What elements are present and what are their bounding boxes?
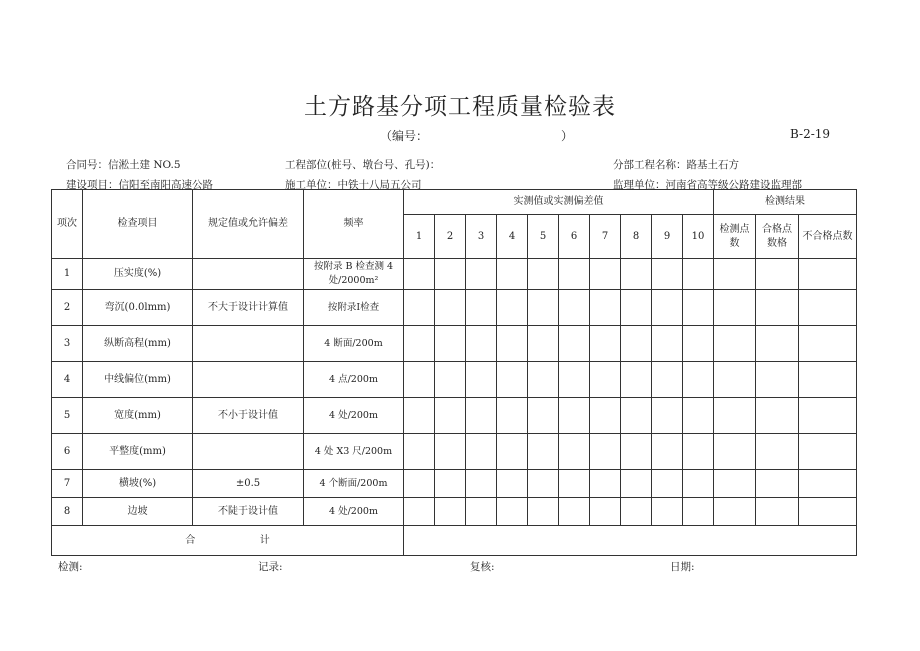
table-row [52,259,857,290]
measure-cell[interactable] [404,398,435,434]
measure-cell[interactable] [528,326,559,362]
measure-cell[interactable] [559,398,590,434]
measure-cell[interactable] [559,362,590,398]
measure-cell[interactable] [528,470,559,498]
measure-cell[interactable] [799,398,857,434]
measure-cell[interactable] [621,498,652,526]
header-col-10: 10 [683,215,714,259]
measure-cell[interactable] [497,362,528,398]
header-measured: 实测值或实测偏差值 [404,190,714,215]
row-item: 中线偏位(mm) [83,362,193,398]
header-points: 检测点数 [714,215,756,259]
measure-cell[interactable] [683,398,714,434]
header-col-8: 8 [621,215,652,259]
measure-cell[interactable] [799,290,857,326]
table-row [52,398,857,434]
measure-cell[interactable] [404,470,435,498]
table-row [52,470,857,498]
footer-inspect: 检测: [58,561,83,573]
measure-cell[interactable] [683,290,714,326]
measure-cell[interactable] [714,326,756,362]
row-frequency: 4 断面/200m [304,326,404,362]
contract-no: 合同号：信淞土建 NO.5 [66,159,181,171]
row-spec: 不小于设计值 [193,398,304,434]
measure-cell[interactable] [404,290,435,326]
measure-cell[interactable] [621,470,652,498]
measure-cell[interactable] [652,362,683,398]
measure-cell[interactable] [652,290,683,326]
form-number-label: （编号： [380,129,429,143]
header-item-no: 项次 [52,190,83,259]
measure-cell[interactable] [756,259,799,290]
measure-cell[interactable] [497,498,528,526]
form-title: 土方路基分项工程质量检验表 [304,94,616,120]
row-frequency: 4 个断面/200m [304,470,404,498]
footer-date: 日期: [670,561,695,573]
measure-cell[interactable] [466,470,497,498]
measure-cell[interactable] [590,498,621,526]
measure-cell[interactable] [404,259,435,290]
measure-cell[interactable] [652,470,683,498]
row-spec: ±0.5 [193,470,304,498]
row-no: 2 [52,290,83,326]
measure-cell[interactable] [559,434,590,470]
header-pass-points: 合格点数格 [756,215,799,259]
measure-cell[interactable] [435,398,466,434]
form-number-close: ） [561,129,574,143]
measure-cell[interactable] [756,326,799,362]
measure-cell[interactable] [714,290,756,326]
table-row [52,498,857,526]
header-fail-points: 不合格点数 [799,215,857,259]
measure-cell[interactable] [756,398,799,434]
measure-cell[interactable] [435,326,466,362]
measure-cell[interactable] [714,498,756,526]
measure-cell[interactable] [652,259,683,290]
row-no: 8 [52,498,83,526]
measure-cell[interactable] [714,398,756,434]
table-row [52,326,857,362]
row-spec [193,326,304,362]
measure-cell[interactable] [435,362,466,398]
measure-cell[interactable] [621,290,652,326]
measure-cell[interactable] [497,290,528,326]
footer-record: 记录: [258,561,283,573]
measure-cell[interactable] [528,398,559,434]
row-item: 压实度(%) [83,259,193,290]
header-spec: 规定值或允许偏差 [193,190,304,259]
table-row [52,434,857,470]
measure-cell[interactable] [497,398,528,434]
measure-cell[interactable] [683,362,714,398]
measure-cell[interactable] [683,326,714,362]
measure-cell[interactable] [756,470,799,498]
inspection-table [51,189,857,556]
header-col-5: 5 [528,215,559,259]
row-item: 边坡 [83,498,193,526]
total-label-b: 计 [259,534,270,546]
header-frequency: 频率 [304,190,404,259]
measure-cell[interactable] [435,434,466,470]
measure-cell[interactable] [435,470,466,498]
measure-cell[interactable] [683,470,714,498]
row-frequency: 4 处/200m [304,398,404,434]
measure-cell[interactable] [621,434,652,470]
measure-cell[interactable] [466,259,497,290]
header-col-4: 4 [497,215,528,259]
row-frequency: 按附录Ⅰ检查 [304,290,404,326]
measure-cell[interactable] [590,470,621,498]
measure-cell[interactable] [683,498,714,526]
measure-cell[interactable] [590,259,621,290]
row-no: 1 [52,259,83,290]
measure-cell[interactable] [799,326,857,362]
row-spec [193,434,304,470]
measure-cell[interactable] [756,290,799,326]
form-code: B-2-19 [790,127,831,141]
measure-cell[interactable] [799,259,857,290]
measure-cell[interactable] [652,434,683,470]
header-col-1: 1 [404,215,435,259]
row-no: 5 [52,398,83,434]
supervisor: 监理单位：河南省高等级公路建设监理部 [613,179,802,191]
measure-cell[interactable] [528,498,559,526]
row-spec: 不陡于设计值 [193,498,304,526]
measure-cell[interactable] [466,398,497,434]
measure-cell[interactable] [466,362,497,398]
measure-cell[interactable] [590,326,621,362]
measure-cell[interactable] [799,434,857,470]
measure-cell[interactable] [652,398,683,434]
measure-cell[interactable] [404,326,435,362]
row-no: 6 [52,434,83,470]
row-no: 3 [52,326,83,362]
row-frequency: 4 点/200m [304,362,404,398]
measure-cell[interactable] [590,362,621,398]
measure-cell[interactable] [559,259,590,290]
row-frequency: 按附录 B 检查测 4 处/2000m² [304,259,404,290]
measure-cell[interactable] [756,362,799,398]
row-no: 7 [52,470,83,498]
measure-cell[interactable] [466,290,497,326]
row-spec [193,362,304,398]
measure-cell[interactable] [404,498,435,526]
measure-cell[interactable] [528,434,559,470]
measure-cell[interactable] [683,259,714,290]
header-col-7: 7 [590,215,621,259]
measure-cell[interactable] [528,259,559,290]
header-col-6: 6 [559,215,590,259]
sub-project-name: 分部工程名称：路基土石方 [613,159,739,171]
row-item: 平整度(mm) [83,434,193,470]
total-label-a: 合 [185,534,196,546]
measure-cell[interactable] [590,398,621,434]
row-item: 弯沉(0.0lmm) [83,290,193,326]
measure-cell[interactable] [559,326,590,362]
work-location: 工程部位(桩号、墩台号、孔号)： [285,159,441,171]
measure-cell[interactable] [799,498,857,526]
row-frequency: 4 处/200m [304,498,404,526]
total-row-label [52,526,404,556]
table-row [52,362,857,398]
measure-cell[interactable] [466,434,497,470]
header-col-9: 9 [652,215,683,259]
header-col-3: 3 [466,215,497,259]
measure-cell[interactable] [590,290,621,326]
row-item: 纵断高程(mm) [83,326,193,362]
measure-cell[interactable] [559,470,590,498]
measure-cell[interactable] [714,259,756,290]
measure-cell[interactable] [621,326,652,362]
measure-cell[interactable] [497,434,528,470]
measure-cell[interactable] [435,290,466,326]
row-item: 横坡(%) [83,470,193,498]
measure-cell[interactable] [404,362,435,398]
measure-cell[interactable] [652,326,683,362]
measure-cell[interactable] [466,326,497,362]
total-row-value[interactable] [404,526,857,556]
measure-cell[interactable] [497,326,528,362]
measure-cell[interactable] [714,434,756,470]
measure-cell[interactable] [621,398,652,434]
measure-cell[interactable] [714,470,756,498]
row-item: 宽度(mm) [83,398,193,434]
measure-cell[interactable] [756,434,799,470]
row-spec [193,259,304,290]
measure-cell[interactable] [466,498,497,526]
footer-review: 复核: [470,561,495,573]
measure-cell[interactable] [528,290,559,326]
table-row [52,290,857,326]
measure-cell[interactable] [621,362,652,398]
measure-cell[interactable] [435,259,466,290]
row-frequency: 4 处 X3 尺/200m [304,434,404,470]
measure-cell[interactable] [621,259,652,290]
measure-cell[interactable] [683,434,714,470]
measure-cell[interactable] [497,470,528,498]
row-no: 4 [52,362,83,398]
measure-cell[interactable] [497,259,528,290]
header-check-item: 检查项目 [83,190,193,259]
measure-cell[interactable] [756,498,799,526]
measure-cell[interactable] [435,498,466,526]
contractor: 施工单位：中铁十八局五公司 [285,179,422,191]
measure-cell[interactable] [559,498,590,526]
measure-cell[interactable] [799,362,857,398]
measure-cell[interactable] [799,470,857,498]
row-spec: 不大于设计计算值 [193,290,304,326]
measure-cell[interactable] [528,362,559,398]
header-col-2: 2 [435,215,466,259]
measure-cell[interactable] [404,434,435,470]
measure-cell[interactable] [714,362,756,398]
measure-cell[interactable] [590,434,621,470]
construction-project: 建设项目：信阳至南阳高速公路 [66,179,213,191]
measure-cell[interactable] [652,498,683,526]
header-result: 检测结果 [714,190,857,215]
measure-cell[interactable] [559,290,590,326]
